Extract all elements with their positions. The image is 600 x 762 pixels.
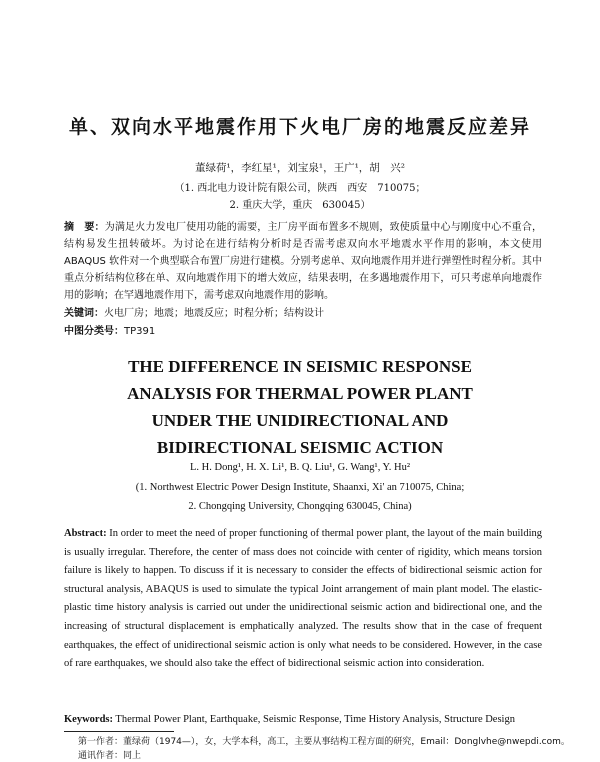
english-keywords-label: Keywords: [64,714,113,725]
footnote-first-author: 第一作者：董绿荷（1974—），女，大学本科，高工，主要从事结构工程方面的研究，Email：Donglvhe@nwepdi.com。 [78,737,570,747]
chinese-abstract-label: 摘 要： [64,222,105,233]
english-authors: L. H. Dong¹, H. X. Li¹, B. Q. Liu¹, G. Wang¹, Y. Hu² [189,462,411,473]
english-title-line: BIDIRECTIONAL SEISMIC ACTION [156,438,444,457]
chinese-affiliation-2: 2. 重庆大学，重庆 630045） [229,200,371,211]
english-abstract-label: Abstract: [64,528,107,539]
english-keywords-text: Thermal Power Plant, Earthquake, Seismic Response, Time History Analysis, Structure Design [113,714,515,725]
english-abstract [64,525,542,674]
classification-label: 中图分类号： [64,326,124,337]
chinese-title: 单、双向水平地震作用下火电厂房的地震反应差异 [68,116,531,138]
english-title-line: UNDER THE UNIDIRECTIONAL AND [151,411,449,430]
footnote-divider [64,731,174,732]
chinese-abstract-text: 为满足火力发电厂使用功能的需要，主厂房平面布置多不规则，致使质量中心与刚度中心不重合，结构易发生扭转破坏。为讨论在进行结构分析时是否需考虑双向水平地震水平作用的影响，本文使用 ABAQUS 软件对一个典型联合布置厂房进行建模。分别考虑单、双向地震作用并进行弹塑性时程分析。其中重点分析结构位移在单、双向地震作用下的增大效应，结果表明，在多遇地震作用下，可只考虑单向地震作用的影响；在罕遇地震作用下，需考虑双向地震作用的影响。 [64,222,543,301]
classification-number [64,322,155,337]
english-keywords [64,714,515,725]
chinese-keywords-text: 火电厂房；地震；地震反应；时程分析；结构设计 [104,308,324,319]
english-abstract-text: In order to meet the need of proper functioning of thermal power plant, the layout of the main building is usually irregular. Therefore, the center of mass does not coincide with center of rigidity, which means torsion failure is likely to happen. To discuss if it is necessary to consider the effects of bidirectional seismic action for structural analysis, ABAQUS is used to simulate the typical Joint arrangement of main plant model. The elastic-plastic time history analysis is carried out under the unidirectional seismic action and bidirectional one, and the increasing of structural displacement is emphatically analyzed. The results show that in the case of frequent earthquakes, the effect of unidirectional seismic action is only what needs to be considered. However, in the case of rare earthquakes, we should also take the effect of bidirectional seismic action into consideration. [64,528,542,670]
chinese-authors: 董绿荷¹，李红星¹，刘宝泉¹，王广¹，胡 兴² [194,162,406,174]
english-affiliation-1: (1. Northwest Electric Power Design Institute, Shaanxi, Xi' an 710075, China; [135,482,465,493]
footnote-corresponding-author: 通讯作者：同上 [78,751,142,761]
chinese-affiliation-1: （1. 西北电力设计院有限公司，陕西 西安 710075； [174,183,426,194]
english-title-line: THE DIFFERENCE IN SEISMIC RESPONSE [128,357,472,376]
english-affiliation-2: 2. Chongqing University, Chongqing 630045, China) [188,501,412,512]
english-title [0,353,600,461]
chinese-keywords [64,304,324,319]
classification-value: TP391 [124,326,156,337]
english-title-line: ANALYSIS FOR THERMAL POWER PLANT [127,384,473,403]
chinese-keywords-label: 关键词： [64,308,104,319]
chinese-abstract [64,219,542,304]
